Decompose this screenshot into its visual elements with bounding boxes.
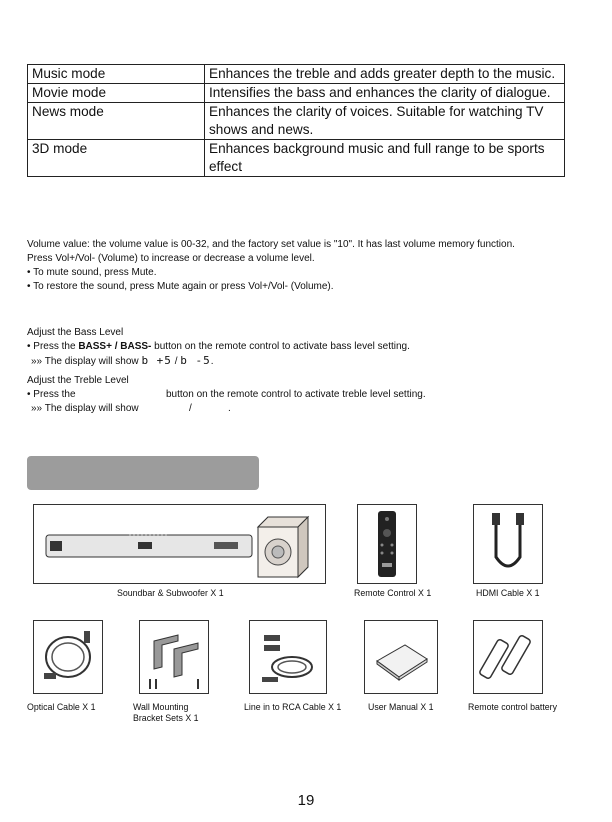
table-row — [28, 65, 565, 84]
treble-rest: button on the remote control to activate treble level setting. — [166, 389, 426, 400]
battery-image — [473, 620, 543, 694]
table-row — [28, 140, 565, 177]
user-manual-image — [364, 620, 438, 694]
caption-hdmi: HDMI Cable X 1 — [476, 588, 540, 598]
optical-cable-image — [33, 620, 103, 694]
battery-illustration — [474, 621, 542, 693]
mute-instruction: • To mute sound, press Mute. — [27, 267, 157, 278]
soundbar-subwoofer-image — [33, 504, 326, 584]
bass-code-plus: b +5 — [141, 354, 172, 367]
remote-control-image — [357, 504, 417, 584]
bass-display-line — [31, 354, 214, 369]
rca-cable-image — [249, 620, 327, 694]
treble-press: • Press the — [27, 389, 76, 400]
table-row — [28, 84, 565, 103]
hdmi-cable-illustration — [474, 505, 542, 583]
bracket-illustration — [140, 621, 208, 693]
bass-press: • Press the — [27, 341, 79, 352]
bass-button-label: BASS+ / BASS- — [78, 341, 152, 352]
treble-end: . — [228, 403, 231, 414]
caption-battery: Remote control battery — [468, 702, 557, 712]
caption-bracket-line2: Bracket Sets X 1 — [133, 713, 199, 723]
mode-description: Enhances the treble and adds greater depth to the music. — [205, 65, 565, 84]
bracket-image — [139, 620, 209, 694]
bass-instruction — [27, 340, 410, 354]
mode-name: 3D mode — [28, 140, 205, 177]
treble-sep: / — [189, 403, 192, 414]
mode-name: Movie mode — [28, 84, 205, 103]
bass-display-prefix: »» The display will show — [31, 356, 142, 367]
restore-instruction: • To restore the sound, press Mute again or press Vol+/Vol- (Volume). — [27, 281, 334, 292]
bass-rest: button on the remote control to activate bass level setting. — [151, 341, 410, 352]
treble-heading: Adjust the Treble Level — [27, 375, 129, 386]
hdmi-cable-image — [473, 504, 543, 584]
bass-heading: Adjust the Bass Level — [27, 327, 124, 338]
caption-manual: User Manual X 1 — [368, 702, 434, 712]
table-row — [28, 103, 565, 140]
mode-name: Music mode — [28, 65, 205, 84]
bass-end: . — [210, 356, 214, 367]
treble-display-prefix: »» The display will show — [31, 403, 139, 414]
mode-description: Intensifies the bass and enhances the clarity of dialogue. — [205, 84, 565, 103]
caption-remote: Remote Control X 1 — [354, 588, 432, 598]
remote-control-illustration — [358, 505, 416, 583]
volume-text-line1: Volume value: the volume value is 00-32, and the factory set value is "10". It has last volume memory function. — [27, 239, 515, 250]
caption-bracket-line1: Wall Mounting — [133, 702, 189, 712]
caption-rca: Line in to RCA Cable X 1 — [244, 702, 342, 712]
section-header-bar — [27, 456, 259, 490]
bass-code-minus: b -5 — [180, 354, 211, 367]
page-number: 19 — [297, 792, 315, 809]
sound-mode-table — [27, 64, 565, 177]
mode-description: Enhances background music and full range to be sports effect — [205, 140, 565, 177]
soundbar-subwoofer-illustration — [34, 505, 325, 583]
user-manual-illustration — [365, 621, 437, 693]
optical-cable-illustration — [34, 621, 102, 693]
mode-description: Enhances the clarity of voices. Suitable for watching TV shows and news. — [205, 103, 565, 140]
volume-text-line2: Press Vol+/Vol- (Volume) to increase or decrease a volume level. — [27, 253, 315, 264]
mode-name: News mode — [28, 103, 205, 140]
bass-sep: / — [171, 356, 181, 367]
rca-cable-illustration — [250, 621, 326, 693]
caption-soundbar: Soundbar & Subwoofer X 1 — [117, 588, 224, 598]
caption-optical: Optical Cable X 1 — [27, 702, 96, 712]
